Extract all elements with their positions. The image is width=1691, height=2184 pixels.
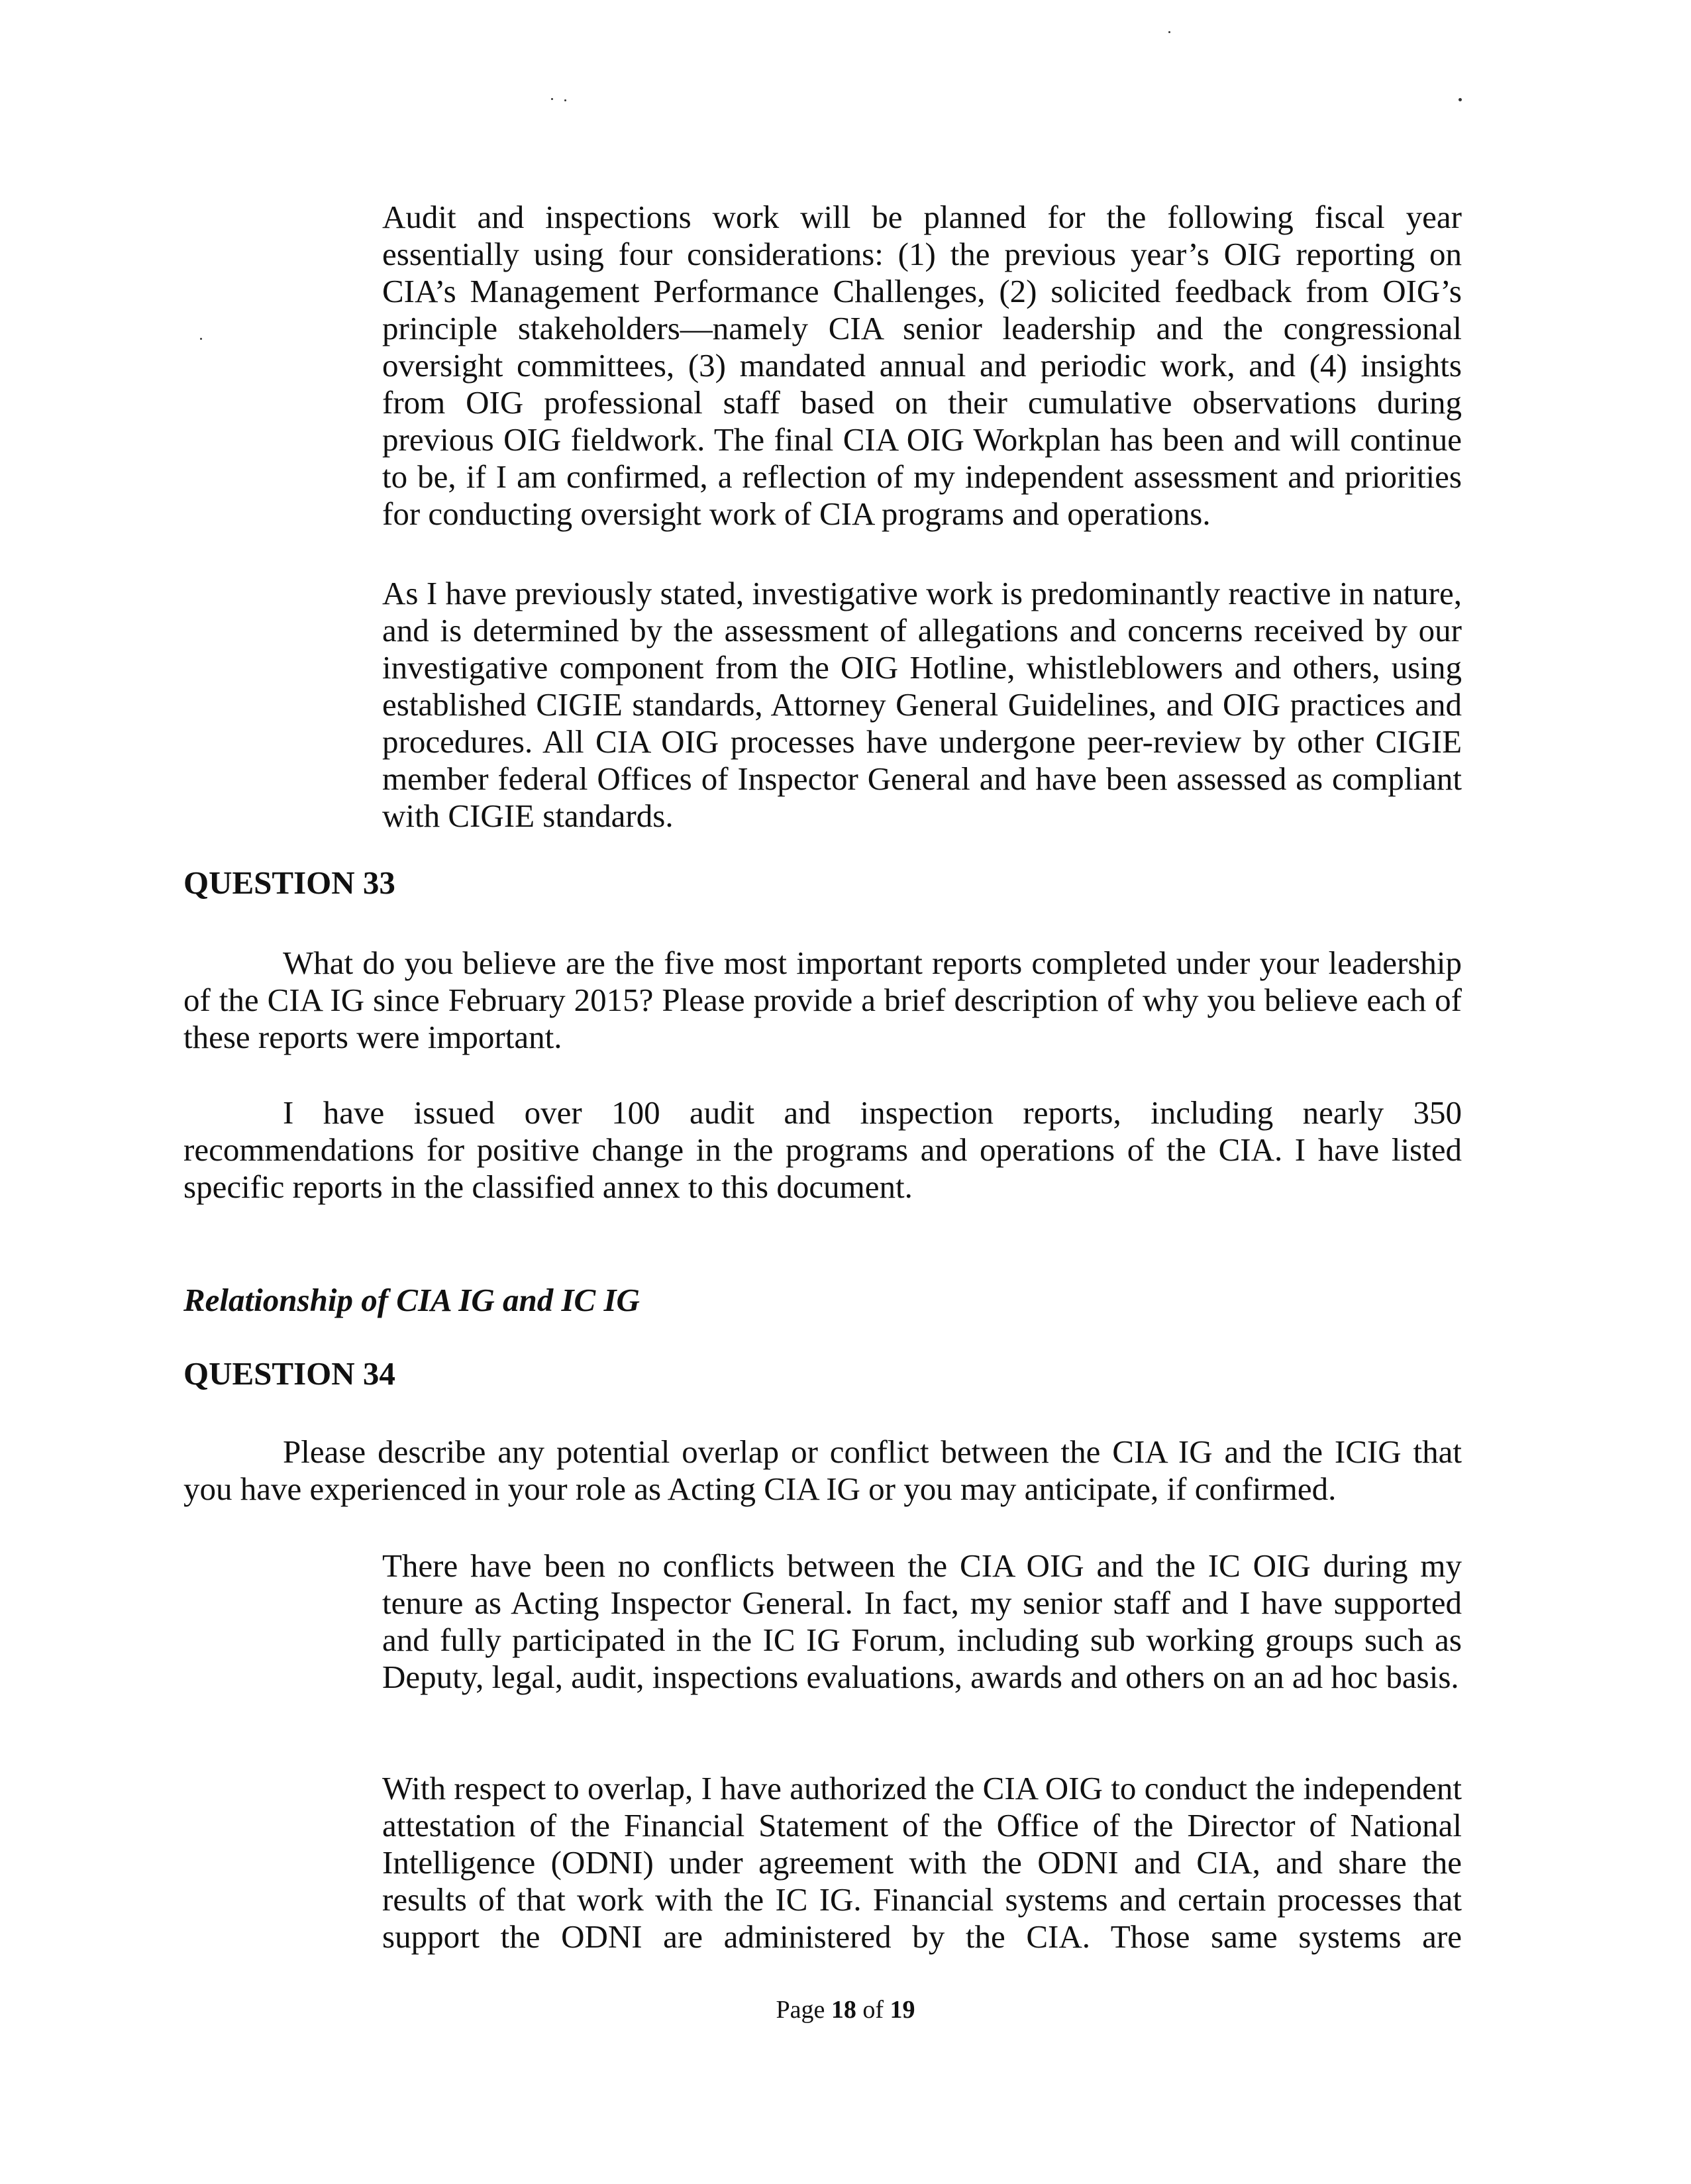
scan-speck <box>1168 31 1170 33</box>
page-footer <box>0 1994 1691 2026</box>
scan-speck <box>200 338 202 340</box>
scan-speck <box>551 98 553 100</box>
question-34-answer-conflicts: There have been no conflicts between the CIA OIG and the IC OIG during my tenure as Acting Inspector General. In fact, my senior staff and I have supported and fully participated in the IC IG Forum, including sub working groups such as Deputy, legal, audit, inspections evaluations, awards and others on an ad hoc basis. <box>382 1547 1462 1695</box>
question-34-heading: QUESTION 34 <box>183 1355 395 1392</box>
body-paragraph-workplan: Audit and inspections work will be planned for the following fiscal year essentially using four considerations: (1) the previous year’s OIG reporting on CIA’s Management Performance Challenges, (2) solicited feedback from OIG’s principle stakeholders—namely CIA senior leadership and the congressional oversight committees, (3) mandated annual and periodic work, and (4) insights from OIG professional staff based on their cumulative observations during previous OIG fieldwork. The final CIA OIG Workplan has been and will continue to be, if I am confirmed, a reflection of my independent assessment and priorities for conducting oversight work of CIA programs and operations. <box>382 199 1462 532</box>
page-current: 18 <box>831 1996 856 2024</box>
page-label: Page <box>776 1996 831 2024</box>
scan-speck <box>564 99 566 101</box>
question-33-text: What do you believe are the five most important reports completed under your leadership of the CIA IG since February 2015? Please provide a brief description of why you believe each of these reports were important. <box>183 945 1462 1055</box>
page-of-label: of <box>856 1996 890 2024</box>
page-total: 19 <box>890 1996 915 2024</box>
question-34-answer-overlap: With respect to overlap, I have authorized the CIA OIG to conduct the independent attestation of the Financial Statement of the Office of the Director of National Intelligence (ODNI) under agreement with the ODNI and CIA, and share the results of that work with the IC IG. Financial systems and certain processes that support the ODNI are administered by the CIA. Those same systems are <box>382 1770 1462 1955</box>
section-title-relationship: Relationship of CIA IG and IC IG <box>183 1282 640 1318</box>
body-paragraph-investigative: As I have previously stated, investigative work is predominantly reactive in nature, and is determined by the assessment of allegations and concerns received by our investigative component from the OIG Hotline, whistleblowers and others, using established CIGIE standards, Attorney General Guidelines, and OIG practices and procedures. All CIA OIG processes have undergone peer-review by other CIGIE member federal Offices of Inspector General and have been assessed as compliant with CIGIE standards. <box>382 575 1462 834</box>
question-34-text: Please describe any potential overlap or conflict between the CIA IG and the ICIG that you have experienced in your role as Acting CIA IG or you may anticipate, if confirmed. <box>183 1433 1462 1507</box>
scan-speck <box>1459 98 1462 101</box>
question-33-heading: QUESTION 33 <box>183 864 395 901</box>
question-33-answer: I have issued over 100 audit and inspection reports, including nearly 350 recommendations for positive change in the programs and operations of the CIA. I have listed specific reports in the classified annex to this document. <box>183 1094 1462 1205</box>
